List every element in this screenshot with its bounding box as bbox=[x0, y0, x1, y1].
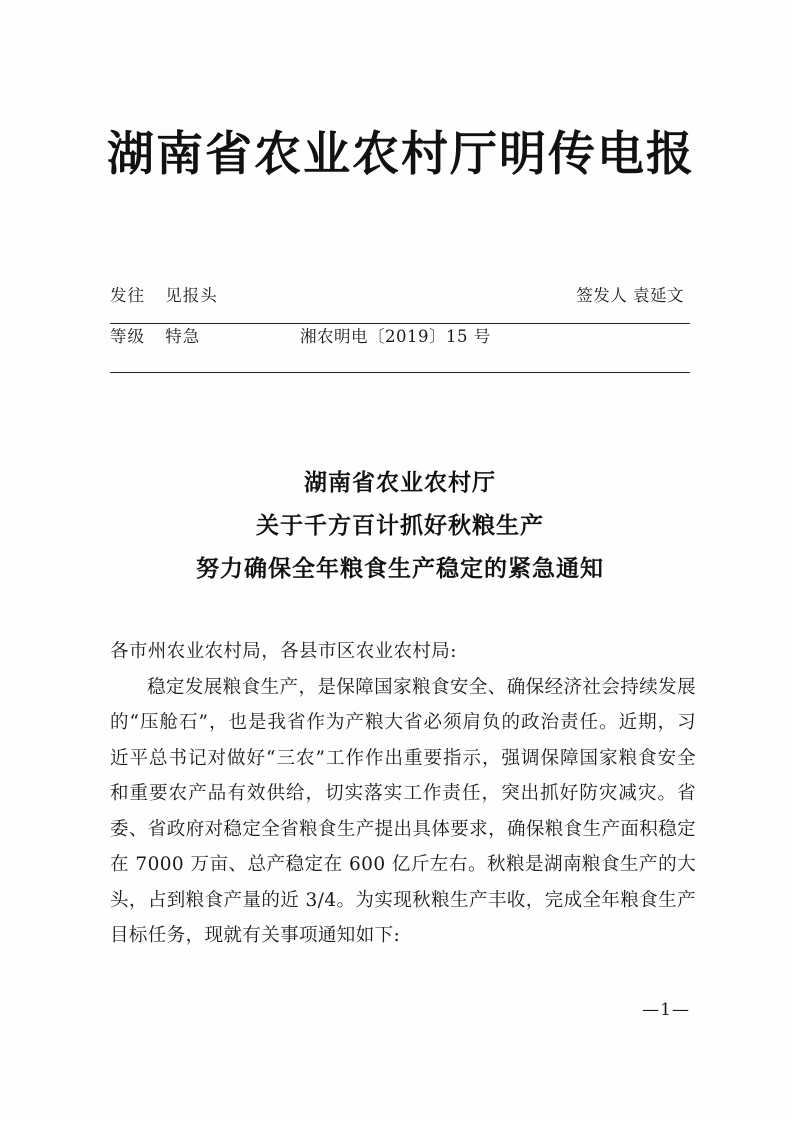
doc-number: 湘农明电〔2019〕15 号 bbox=[300, 327, 491, 346]
level-label: 等级 bbox=[110, 327, 145, 346]
page-number: —1— bbox=[642, 1000, 690, 1020]
send-to-label: 发往 bbox=[110, 286, 145, 305]
page-title bbox=[110, 462, 690, 591]
header-row-send-to bbox=[110, 282, 690, 323]
header-row-level bbox=[110, 323, 690, 364]
signer-group bbox=[576, 288, 684, 305]
title-line-3: 努力确保全年粮食生产稳定的紧急通知 bbox=[196, 556, 604, 582]
document-body bbox=[110, 634, 696, 954]
document-content bbox=[107, 0, 696, 1122]
title-line-2: 关于千方百计抓好秋粮生产 bbox=[256, 513, 544, 539]
title-line-1: 湖南省农业农村厅 bbox=[304, 470, 496, 496]
signer-label: 签发人 bbox=[576, 286, 628, 305]
send-to-group bbox=[110, 288, 218, 305]
header-divider-top bbox=[110, 323, 690, 324]
level-group bbox=[110, 329, 200, 346]
send-to-value: 见报头 bbox=[165, 286, 218, 305]
header-divider-bottom bbox=[110, 372, 690, 373]
body-paragraph-1: 稳定发展粮食生产，是保障国家粮食安全、确保经济社会持续发展的“压舱石”，也是我省作为产粮大省必须肩负的政治责任。近期，习近平总书记对做好“三农”工作作出重要指示，强调保障国家粮食安全和重要农产品有效供给，切实落实工作责任，突出抓好防灾减灾。省委、省政府对稳定全省粮食生产提出具体要求，确保粮食生产面积稳定在 7000 万亩、总产稳定在 600 亿斤左右。秋粮是湖南粮食生产的大头，占到粮食产量的近 3/4。为实现秋粮生产丰收，完成全年粮食生产目标任务，现就有关事项通知如下: bbox=[110, 676, 696, 946]
document-masthead-title: 湖南省农业农村厅明传电报 bbox=[107, 127, 695, 182]
salutation: 各市州农业农村局，各县市区农业农村局: bbox=[110, 641, 457, 662]
signer-value: 袁延文 bbox=[633, 286, 684, 305]
level-value: 特急 bbox=[165, 327, 201, 346]
